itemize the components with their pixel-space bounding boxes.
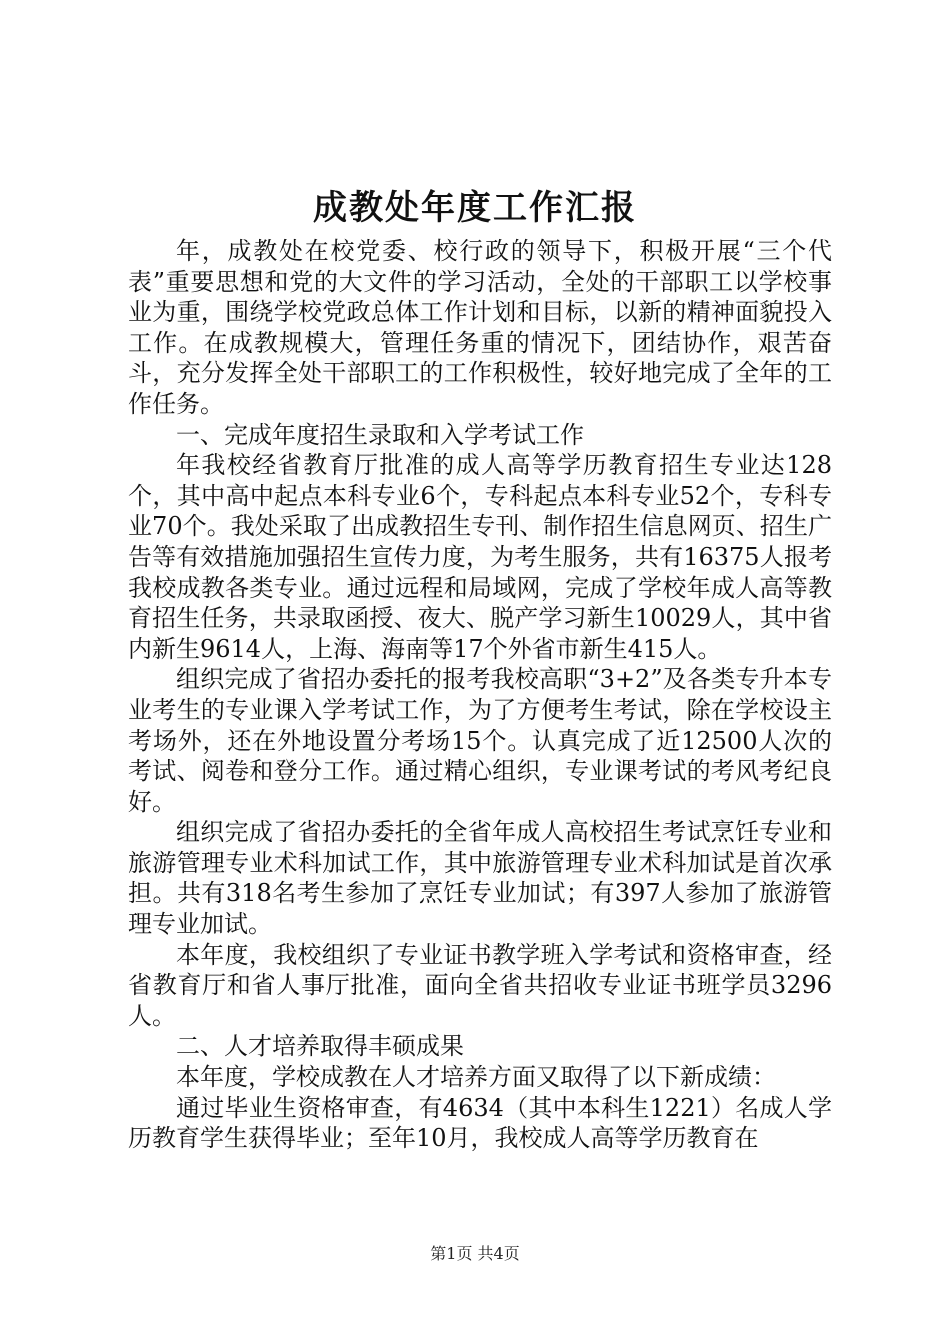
- paragraph: 组织完成了省招办委托的全省年成人高校招生考试烹饪专业和旅游管理专业术科加试工作，其中旅游管理专业术科加试是首次承担。共有318名考生参加了烹饪专业加试；有397人参加了旅游管理专业加试。: [128, 818, 832, 939]
- paragraph: 通过毕业生资格审查，有4634（其中本科生1221）名成人学历教育学生获得毕业；至年10月，我校成人高等学历教育在: [128, 1093, 832, 1153]
- paragraph: 年我校经省教育厅批准的成人高等学历教育招生专业达128个，其中高中起点本科专业6个，专科起点本科专业52个，专科专业70个。我处采取了出成教招生专刊、制作招生信息网页、招生广告等有效措施加强招生宣传力度，为考生服务，共有16375人报考我校成教各类专业。通过远程和局域网，完成了学校年成人高等教育招生任务，共录取函授、夜大、脱产学习新生10029人，其中省内新生9614人，上海、海南等17个外省市新生415人。: [128, 451, 832, 663]
- document-body: [128, 236, 832, 1154]
- section-heading: 二、人才培养取得丰硕成果: [176, 1032, 464, 1061]
- paragraph: 本年度，我校组织了专业证书教学班入学考试和资格审查，经省教育厅和省人事厅批准，面向全省共招收专业证书班学员3296人。: [128, 940, 832, 1030]
- paragraph: 组织完成了省招办委托的报考我校高职“3+2”及各类专升本专业考生的专业课入学考试工作，为了方便考生考试，除在学校设主考场外，还在外地设置分考场15个。认真完成了近12500人次的考试、阅卷和登分工作。通过精心组织，专业课考试的考风考纪良好。: [128, 665, 832, 816]
- paragraph: 本年度，学校成教在人才培养方面又取得了以下新成绩：: [176, 1063, 776, 1092]
- paragraph: 年，成教处在校党委、校行政的领导下，积极开展“三个代表”重要思想和党的大文件的学习活动，全处的干部职工以学校事业为重，围绕学校党政总体工作计划和目标，以新的精神面貌投入工作。在成教规模大，管理任务重的情况下，团结协作，艰苦奋斗，充分发挥全处干部职工的工作积极性，较好地完成了全年的工作任务。: [128, 237, 832, 418]
- page-number-footer: 第1页 共4页: [430, 1244, 520, 1263]
- section-heading: 一、完成年度招生录取和入学考试工作: [176, 420, 584, 449]
- document-title: 成教处年度工作汇报: [313, 188, 637, 228]
